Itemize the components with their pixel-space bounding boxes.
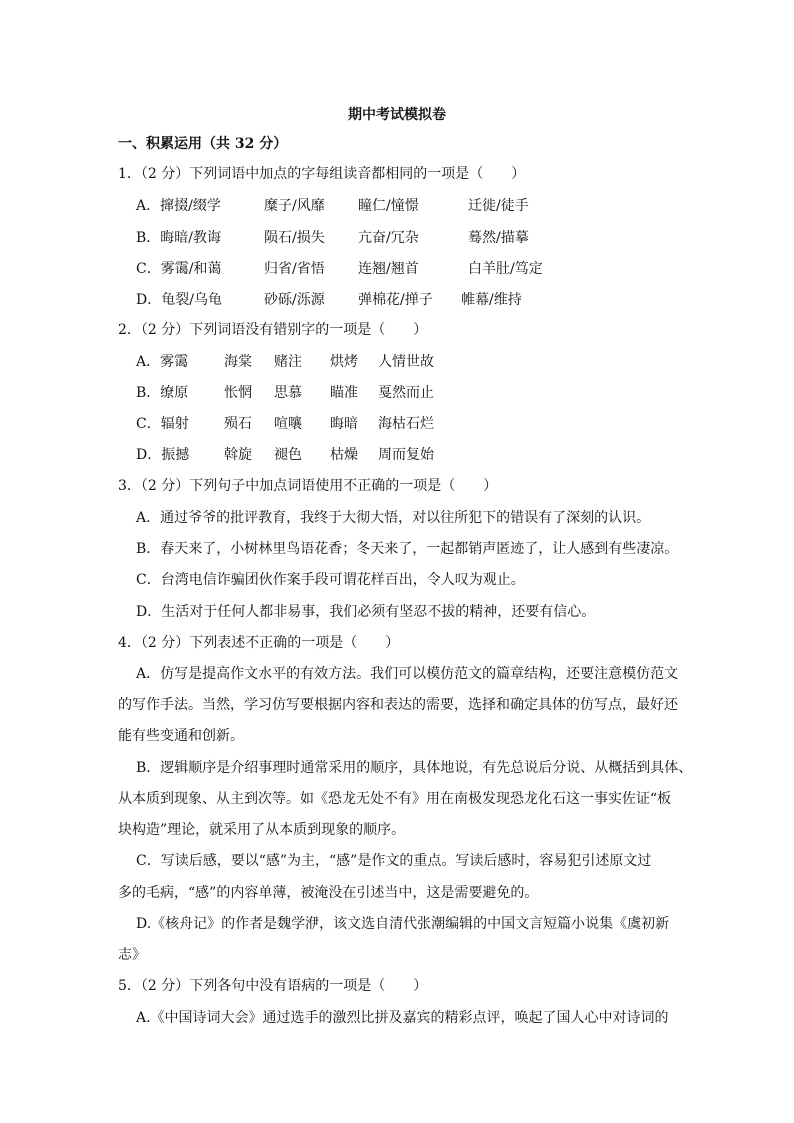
q1-option-cell: B．晦暗/教诲 — [136, 230, 222, 246]
q2-option-row — [136, 383, 434, 403]
q4-text-line: 多的毛病，“感”的内容单薄，被淹没在引述当中，这是需要避免的。 — [118, 885, 539, 901]
q1-option-cell: 砂砾/泺源 — [264, 292, 325, 308]
q1-option-cell: 弹棉花/掸子 — [358, 292, 433, 308]
q1-option-cell: 糜子/风靡 — [264, 198, 325, 214]
q2-option-cell: 周而复始 — [378, 447, 434, 463]
q2-option-cell: 斡旋 — [224, 447, 252, 463]
q1-option-cell: 归省/省悟 — [264, 261, 325, 277]
q4-text-line: C．写读后感，要以“感”为主，“感”是作文的重点。写读后感时，容易犯引述原文过 — [136, 853, 652, 869]
q2-option-cell: 海棠 — [224, 354, 252, 370]
q4-text-line: 块构造”理论，就采用了从本质到现象的顺序。 — [118, 822, 406, 838]
question-1-stem: 1．（2 分）下列词语中加点的字每组读音都相同的一项是（ ） — [118, 166, 526, 182]
q1-option-cell: 帷幕/维持 — [461, 292, 522, 308]
page-title: 期中考试模拟卷 — [348, 107, 446, 123]
q2-option-cell: 晦暗 — [330, 416, 358, 432]
q1-option-row — [136, 228, 529, 248]
q3-option: A．通过爷爷的批评教育，我终于大彻大悟，对以往所犯下的错误有了深刻的认识。 — [136, 510, 651, 526]
q2-option-cell: 烘烤 — [330, 354, 358, 370]
q3-option: D．生活对于任何人都非易事，我们必须有坚忍不拔的精神，还要有信心。 — [136, 604, 596, 620]
q2-option-cell: D．振撼 — [136, 447, 190, 463]
q2-option-cell: 枯燥 — [330, 447, 358, 463]
q2-option-row — [136, 445, 434, 465]
q2-option-row — [136, 414, 434, 434]
q1-option-cell: 陨石/损失 — [264, 230, 325, 246]
q4-text-line: B．逻辑顺序是介绍事理时通常采用的顺序，具体地说，有先总说后分说、从概括到具体、 — [136, 760, 693, 776]
question-3-stem: 3．（2 分）下列句子中加点词语使用不正确的一项是（ ） — [118, 478, 498, 494]
q1-option-cell: 亢奋/冗杂 — [358, 230, 419, 246]
question-4-stem: 4．（2 分）下列表述不正确的一项是（ ） — [118, 635, 400, 651]
q2-option-cell: A．雾霭 — [136, 354, 189, 370]
q1-option-row — [136, 196, 529, 216]
q2-option-cell: 赌注 — [274, 354, 302, 370]
q1-option-cell: A．撺掇/缀学 — [136, 198, 221, 214]
q1-option-row — [136, 290, 522, 310]
question-2-stem: 2．（2 分）下列词语没有错别字的一项是（ ） — [118, 322, 428, 338]
q5-text-line: A.《中国诗词大会》通过选手的激烈比拼及嘉宾的精彩点评，唤起了国人心中对诗词的 — [136, 1010, 669, 1026]
q3-option: C．台湾电信诈骗团伙作案手段可谓花样百出，令人叹为观止。 — [136, 572, 525, 588]
q3-option: B．春天来了，小树林里鸟语花香；冬天来了，一起都销声匿迹了，让人感到有些凄凉。 — [136, 541, 679, 557]
q1-option-cell: C．雾霭/和蔼 — [136, 261, 222, 277]
q2-option-cell: 戛然而止 — [378, 385, 434, 401]
q2-option-cell: 思慕 — [274, 385, 302, 401]
q2-option-cell: B．缭原 — [136, 385, 189, 401]
q2-option-cell: 瞄准 — [330, 385, 358, 401]
q2-option-cell: 海枯石烂 — [378, 416, 434, 432]
q2-option-cell: 人情世故 — [378, 354, 434, 370]
q1-option-cell: 瞳仁/憧憬 — [358, 198, 419, 214]
q1-option-cell: 蓦然/描摹 — [468, 230, 529, 246]
q4-text-line: 志》 — [118, 947, 146, 963]
q4-text-line: 能有些变通和创新。 — [118, 728, 244, 744]
q2-option-cell: 喧嚷 — [274, 416, 302, 432]
q1-option-cell: D．龟裂/乌龟 — [136, 292, 222, 308]
section-heading: 一、积累运用（共 32 分） — [118, 136, 288, 152]
question-5-stem: 5．（2 分）下列各句中没有语病的一项是（ ） — [118, 978, 428, 994]
q1-option-row — [136, 259, 543, 279]
q2-option-cell: 殒石 — [224, 416, 252, 432]
q4-text-line: A．仿写是提高作文水平的有效方法。我们可以模仿范文的篇章结构，还要注意模仿范文 — [136, 666, 679, 682]
q4-text-line: D.《核舟记》的作者是魏学洢，该文选自清代张潮编辑的中国文言短篇小说集《虞初新 — [136, 916, 670, 932]
q1-option-cell: 连翘/翘首 — [358, 261, 419, 277]
q2-option-cell: C．辐射 — [136, 416, 189, 432]
q1-option-cell: 白羊肚/笃定 — [468, 261, 543, 277]
q2-option-row — [136, 352, 434, 372]
q1-option-cell: 迁徙/徒手 — [468, 198, 529, 214]
q2-option-cell: 怅惘 — [224, 385, 252, 401]
q2-option-cell: 褪色 — [274, 447, 302, 463]
q4-text-line: 的写作手法。当然，学习仿写要根据内容和表达的需要，选择和确定具体的仿写点，最好还 — [118, 697, 678, 713]
q4-text-line: 从本质到现象、从主到次等。如《恐龙无处不有》用在南极发现恐龙化石这一事实佐证“板 — [118, 791, 672, 807]
